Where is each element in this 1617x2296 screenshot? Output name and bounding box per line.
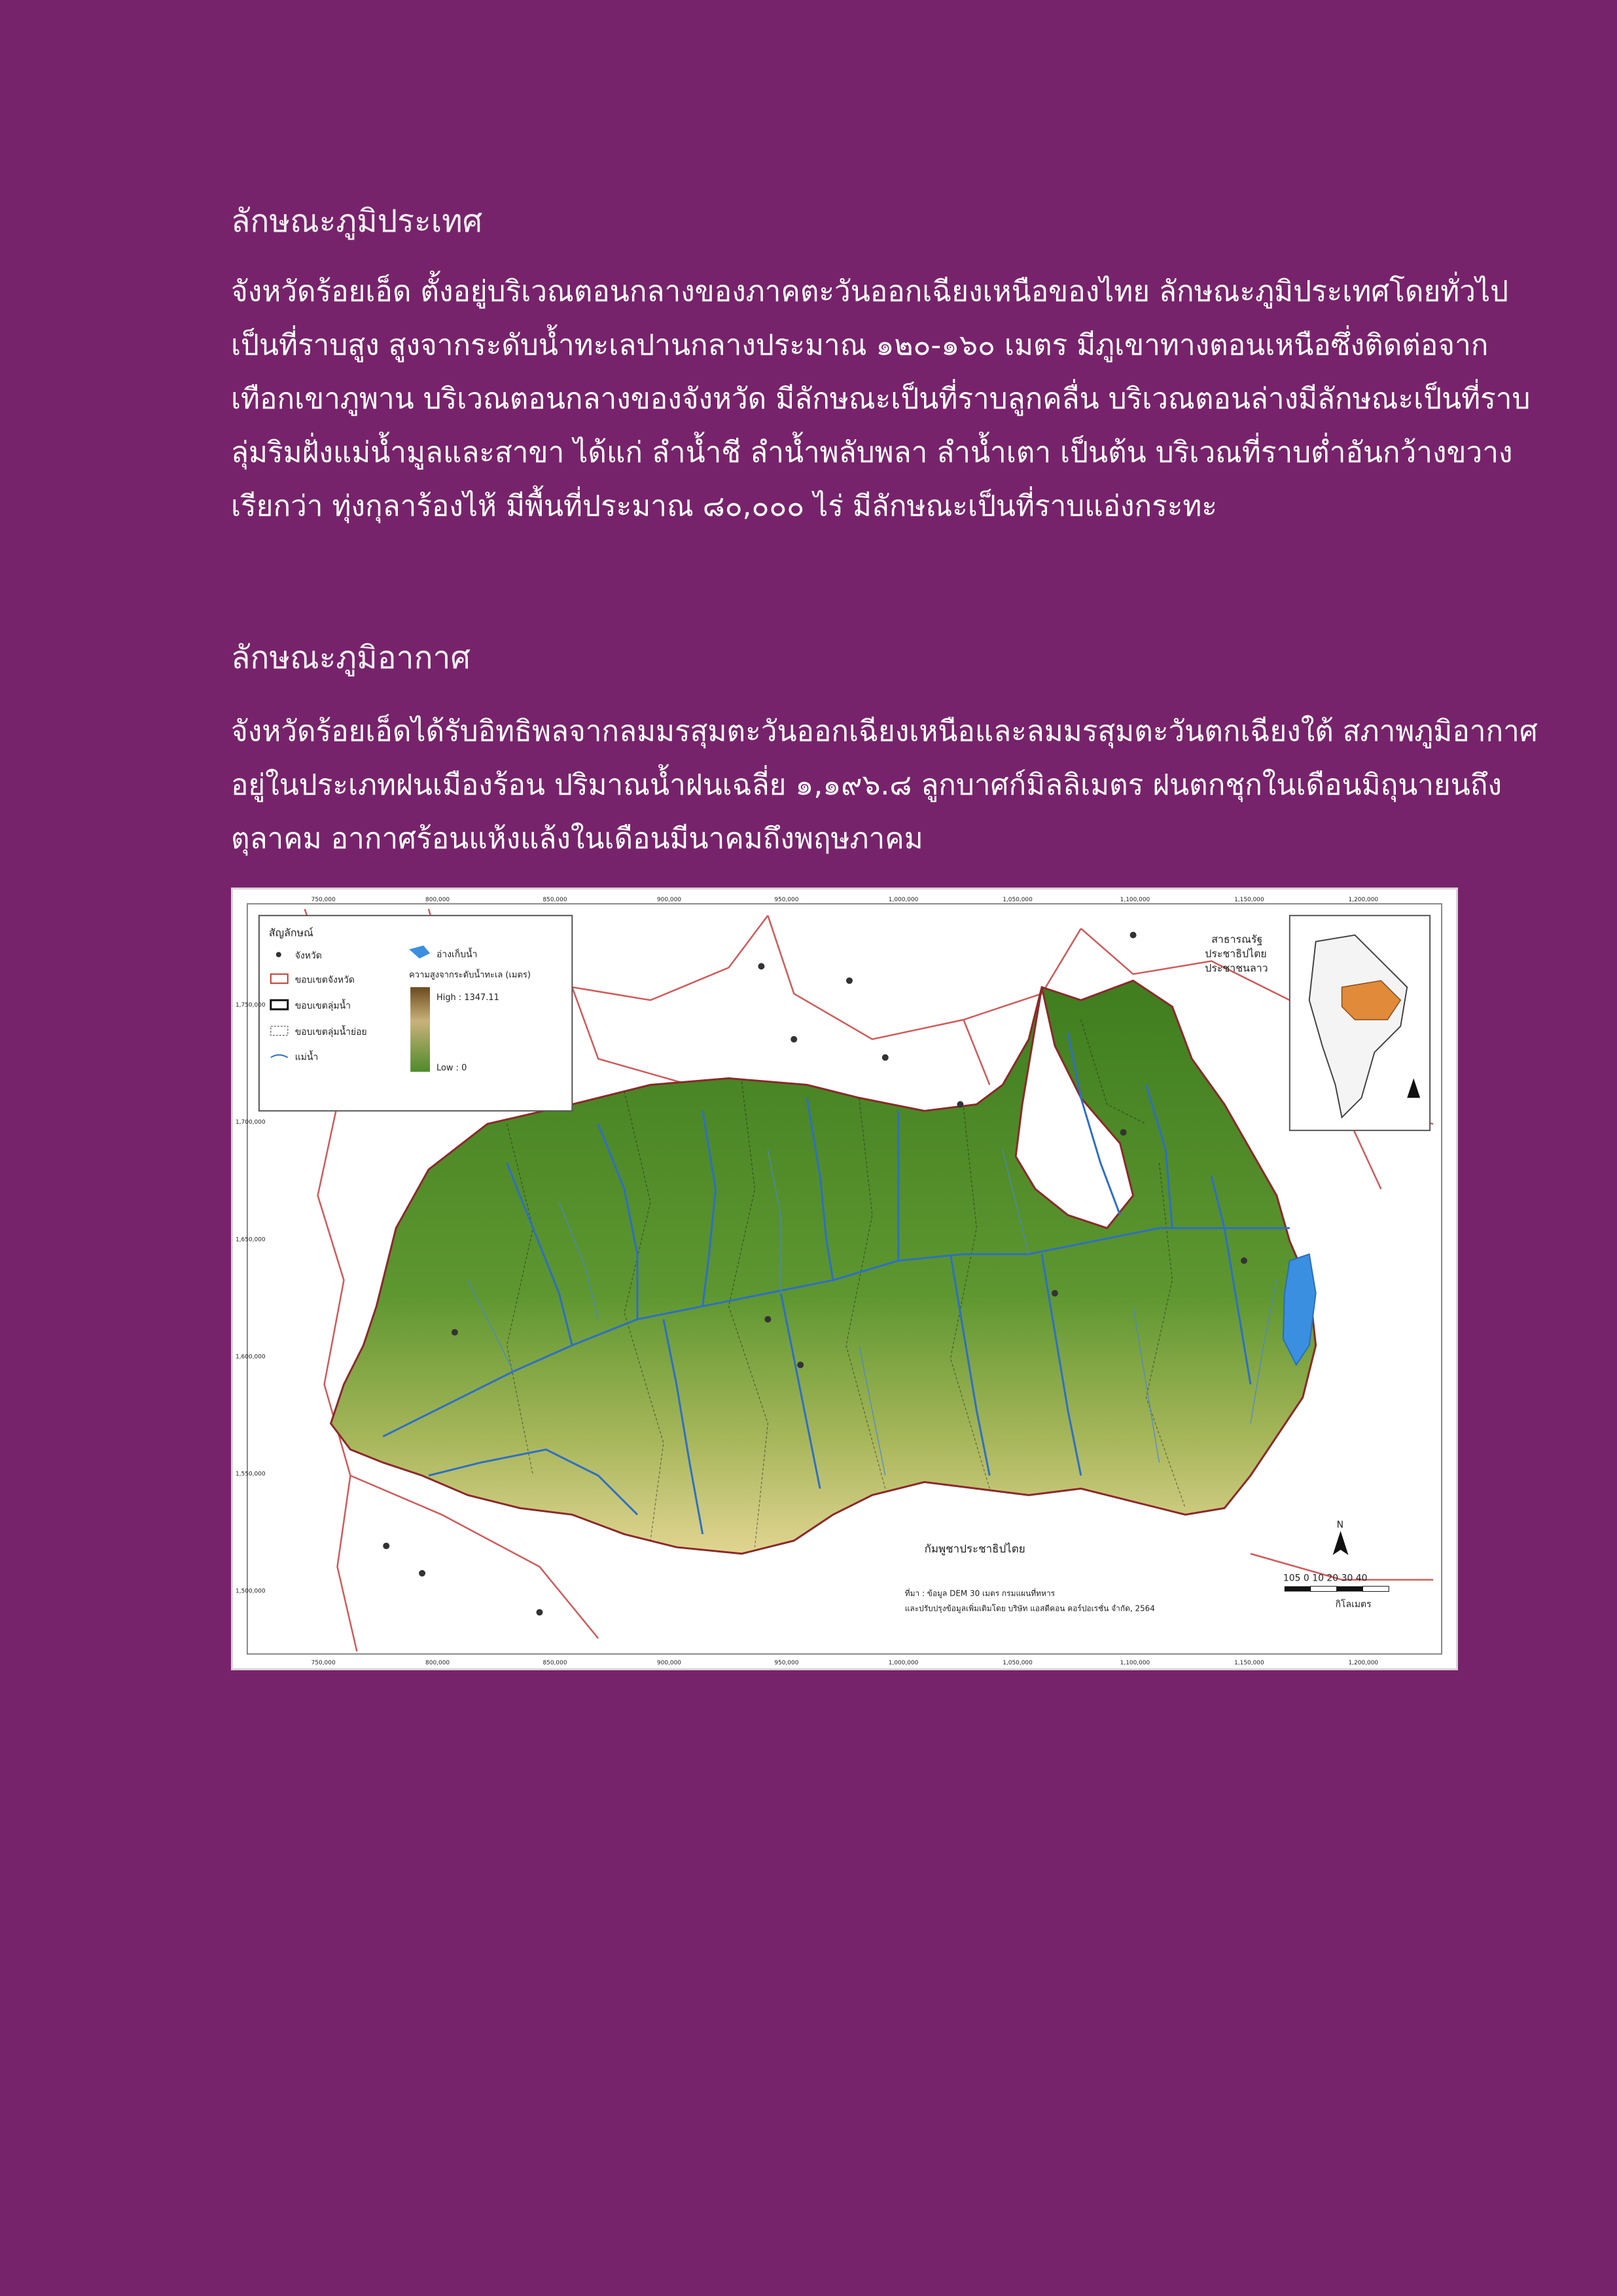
svg-text:1,700,000: 1,700,000 [235, 1119, 266, 1126]
svg-text:800,000: 800,000 [425, 896, 450, 903]
legend-reservoir: อ่างเก็บน้ำ [436, 949, 478, 960]
terrain-heading: ลักษณะภูมิประเทศ [231, 203, 483, 240]
svg-text:1,650,000: 1,650,000 [235, 1236, 266, 1244]
svg-text:1,550,000: 1,550,000 [235, 1471, 266, 1478]
legend-item: แม่น้ำ [294, 1052, 319, 1063]
legend-elevation-title: ความสูงจากระดับน้ำทะเล (เมตร) [409, 970, 531, 980]
terrain-line: เป็นที่ราบสูง สูงจากระดับน้ำทะเลปานกลางประมาณ ๑๒๐-๑๖๐ เมตร มีภูเขาทางตอนเหนือซึ่งติดต่อจาก [231, 329, 1489, 362]
svg-text:850,000: 850,000 [542, 896, 567, 903]
svg-text:1,150,000: 1,150,000 [1234, 896, 1264, 903]
country-label: กัมพูชาประชาธิปไตย [924, 1541, 1025, 1555]
watershed-map [231, 888, 1458, 1670]
svg-text:950,000: 950,000 [774, 1660, 799, 1667]
climate-heading: ลักษณะภูมิอากาศ [231, 639, 471, 676]
svg-text:1,150,000: 1,150,000 [1234, 1660, 1264, 1667]
terrain-paragraph [231, 265, 1531, 533]
inset-label: ประชาชนลาว [1205, 961, 1268, 975]
inset-map [1290, 916, 1430, 1130]
terrain-line: จังหวัดร้อยเอ็ด ตั้งอยู่บริเวณตอนกลางของภาคตะวันออกเฉียงเหนือของไทย ลักษณะภูมิประเทศโดยทั่วไป [231, 275, 1509, 308]
legend-item: ขอบเขตลุ่มน้ำ [294, 1001, 351, 1012]
svg-text:900,000: 900,000 [656, 896, 681, 903]
x-ticks-bottom [311, 1660, 1379, 1666]
svg-text:1,100,000: 1,100,000 [1120, 896, 1150, 903]
legend-item: ขอบเขตจังหวัด [294, 975, 355, 986]
climate-line: อยู่ในประเภทฝนเมืองร้อน ปริมาณน้ำฝนเฉลี่ย ๑,๑๙๖.๘ ลูกบาศก์มิลลิเมตร ฝนตกชุกในเดือนมิถุนายนถึง [231, 768, 1502, 802]
scale-numbers: 105 0 10 20 30 40 [1283, 1573, 1368, 1584]
svg-text:1,000,000: 1,000,000 [888, 1660, 919, 1667]
svg-text:800,000: 800,000 [425, 1660, 450, 1667]
svg-text:900,000: 900,000 [656, 1660, 681, 1667]
terrain-line: เทือกเขาภูพาน บริเวณตอนกลางของจังหวัด มีลักษณะเป็นที่ราบลูกคลื่น บริเวณตอนล่างมีลักษณะเป็นที่ราบ [231, 382, 1531, 416]
inset-label: สาธารณรัฐ [1211, 933, 1263, 946]
x-ticks-top [311, 897, 1379, 903]
svg-text:1,000,000: 1,000,000 [888, 896, 919, 903]
inset-label: ประชาธิปไตย [1205, 947, 1267, 960]
climate-line: ตุลาคม อากาศร้อนแห้งแล้งในเดือนมีนาคมถึงพฤษภาคม [231, 822, 923, 855]
elevation-ramp [410, 987, 430, 1071]
legend-item: จังหวัด [294, 950, 322, 961]
svg-text:1,750,000: 1,750,000 [235, 1002, 266, 1009]
svg-text:1,050,000: 1,050,000 [1003, 1660, 1033, 1667]
terrain-line: เรียกว่า ทุ่งกุลาร้องไห้ มีพื้นที่ประมาณ ๘๐,๐๐๐ ไร่ มีลักษณะเป็นที่ราบแอ่งกระทะ [231, 490, 1218, 523]
map-legend [259, 916, 572, 1111]
svg-text:750,000: 750,000 [311, 1660, 336, 1667]
legend-low: Low : 0 [436, 1063, 467, 1073]
climate-line: จังหวัดร้อยเอ็ดได้รับอิทธิพลจากลมมรสุมตะวันออกเฉียงเหนือและลมมรสุมตะวันตกเฉียงใต้ สภาพภูมิอากาศ [231, 715, 1538, 748]
terrain-line: ลุ่มริมฝั่งแม่น้ำมูลและสาขา ได้แก่ ลำน้ำชี ลำน้ำพลับพลา ลำน้ำเตา เป็นต้น บริเวณที่ราบต่ำอันกว้างขวาง [231, 436, 1513, 469]
source-line: ที่มา : ข้อมูล DEM 30 เมตร กรมแผนที่ทหาร [904, 1588, 1056, 1598]
legend-title: สัญลักษณ์ [268, 926, 313, 939]
legend-item: ขอบเขตลุ่มน้ำย่อย [294, 1026, 367, 1037]
svg-text:1,600,000: 1,600,000 [235, 1354, 266, 1361]
map-canvas [233, 889, 1456, 1668]
scale-bar [1285, 1587, 1389, 1592]
svg-text:1,200,000: 1,200,000 [1348, 1660, 1379, 1667]
svg-text:1,050,000: 1,050,000 [1003, 896, 1033, 903]
svg-text:1,100,000: 1,100,000 [1120, 1660, 1150, 1667]
climate-paragraph [231, 705, 1538, 866]
svg-text:1,200,000: 1,200,000 [1348, 896, 1379, 903]
scale-unit: กิโลเมตร [1335, 1599, 1372, 1610]
svg-text:850,000: 850,000 [542, 1660, 567, 1667]
svg-text:750,000: 750,000 [311, 896, 336, 903]
svg-text:950,000: 950,000 [774, 896, 799, 903]
svg-text:1,500,000: 1,500,000 [235, 1588, 266, 1595]
source-line: และปรับปรุงข้อมูลเพิ่มเติมโดย บริษัท แอสดีคอน คอร์ปอเรชั่น จำกัด, 2564 [904, 1604, 1155, 1613]
north-label: N [1336, 1520, 1344, 1531]
legend-high: High : 1347.11 [436, 993, 499, 1003]
